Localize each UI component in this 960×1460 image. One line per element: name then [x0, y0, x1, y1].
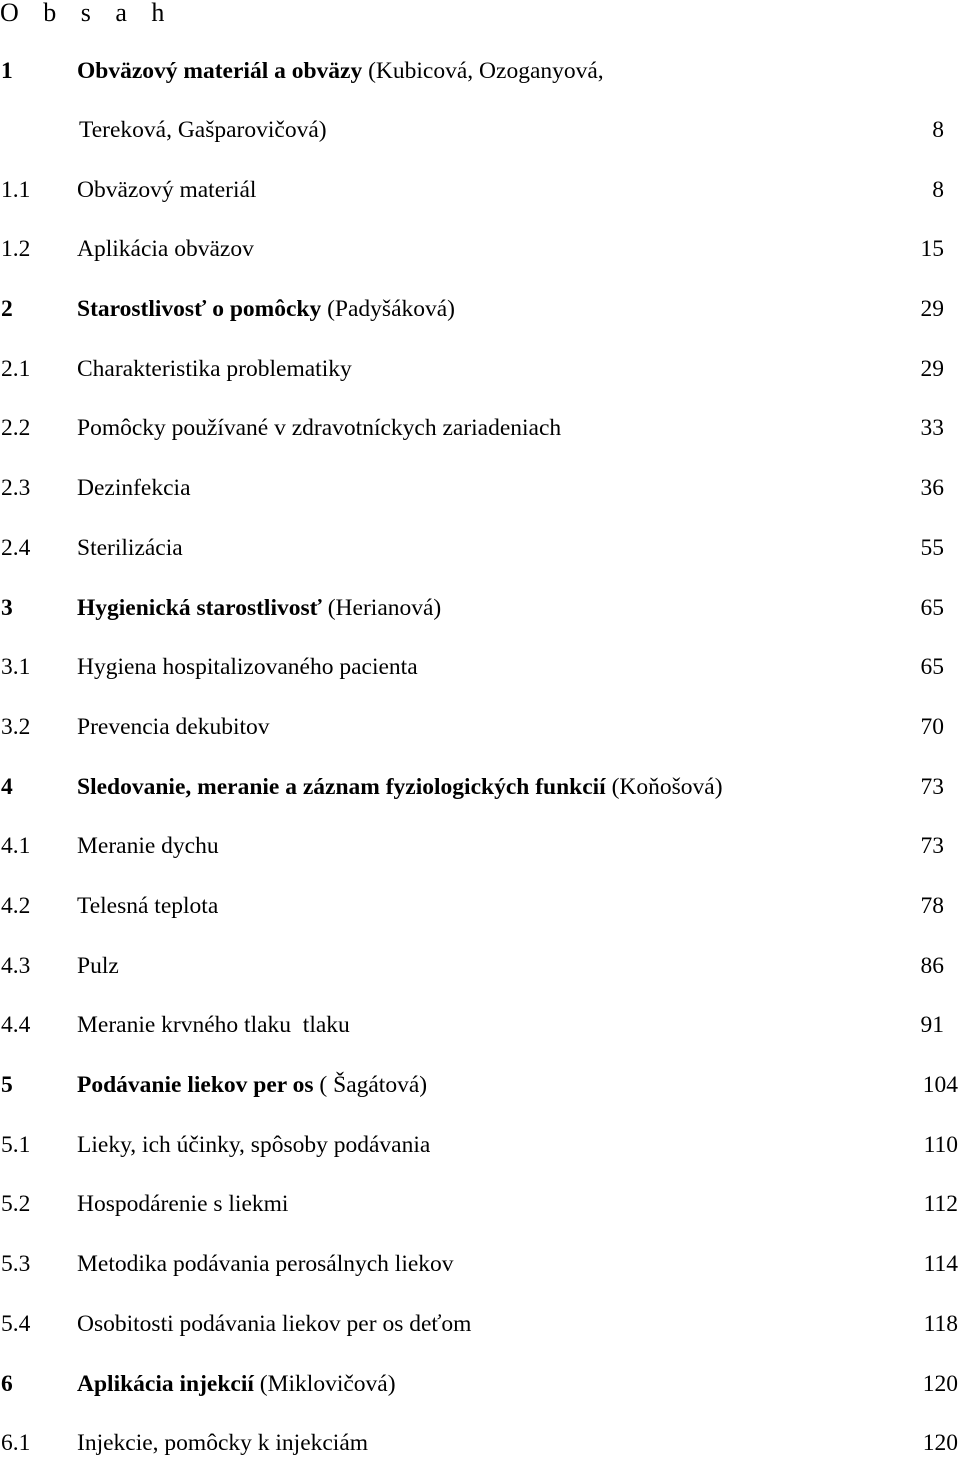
entry-authors: ( Šagátová)	[313, 1072, 428, 1098]
entry-authors: (Kubicová, Ozoganyová,	[362, 58, 604, 84]
toc-entry-4-2[interactable]	[0, 889, 960, 923]
toc-entry-chapter-2[interactable]	[0, 292, 960, 326]
entry-page-number: 104	[922, 1072, 958, 1098]
entry-title	[77, 1068, 427, 1102]
entry-page-number: 8	[932, 177, 944, 203]
toc-entry-5-4[interactable]	[0, 1307, 960, 1341]
entry-title: Dezinfekcia	[77, 475, 191, 501]
toc-entry-2-3[interactable]	[0, 471, 960, 505]
entry-title-bold: Aplikácia injekcií	[77, 1371, 254, 1397]
toc-entry-chapter-3[interactable]	[0, 591, 960, 625]
entry-number: 2.3	[1, 475, 31, 501]
entry-title-bold: Podávanie liekov per os	[77, 1072, 314, 1098]
entry-number: 1	[1, 58, 13, 84]
entry-page-number: 55	[920, 535, 944, 561]
entry-number: 4.3	[1, 953, 31, 979]
toc-entry-5-2[interactable]	[0, 1187, 960, 1221]
toc-entry-6-1[interactable]	[0, 1426, 960, 1460]
entry-page-number: 65	[920, 654, 944, 680]
entry-title	[77, 770, 723, 804]
entry-title	[77, 1367, 396, 1401]
entry-page-number: 29	[920, 296, 944, 322]
entry-page-number: 112	[923, 1191, 958, 1217]
entry-page-number: 118	[923, 1311, 958, 1337]
entry-page-number: 29	[920, 356, 944, 382]
entry-title: Pomôcky používané v zdravotníckych zariadeniach	[77, 415, 562, 441]
entry-title-bold: Sledovanie, meranie a záznam fyziologických funkcií	[77, 774, 606, 800]
entry-number: 2.4	[1, 535, 31, 561]
entry-title: Obväzový materiál	[77, 177, 257, 203]
entry-number: 5.1	[1, 1132, 31, 1158]
page-title: O b s a h	[0, 0, 174, 27]
entry-authors-continued: Tereková, Gašparovičová)	[79, 117, 327, 143]
entry-number: 3	[1, 595, 13, 621]
entry-title: Telesná teplota	[77, 893, 219, 919]
entry-number: 5	[1, 1072, 13, 1098]
entry-title	[77, 292, 455, 326]
entry-page-number: 91	[920, 1012, 944, 1038]
toc-entry-chapter-1-continued[interactable]	[0, 113, 960, 147]
toc-entry-4-1[interactable]	[0, 829, 960, 863]
entry-page-number: 120	[922, 1371, 958, 1397]
entry-page-number: 15	[920, 236, 944, 262]
toc-entry-3-1[interactable]	[0, 650, 960, 684]
toc-entry-2-4[interactable]	[0, 531, 960, 565]
toc-entry-2-1[interactable]	[0, 352, 960, 386]
entry-number: 3.2	[1, 714, 31, 740]
entry-title: Osobitosti podávania liekov per os deťom	[77, 1311, 472, 1337]
entry-number: 1.1	[1, 177, 31, 203]
entry-number: 5.2	[1, 1191, 31, 1217]
entry-page-number: 73	[920, 774, 944, 800]
toc-entry-1-2[interactable]	[0, 232, 960, 266]
entry-page-number: 86	[920, 953, 944, 979]
toc-entry-5-1[interactable]	[0, 1128, 960, 1162]
entry-page-number: 33	[920, 415, 944, 441]
entry-page-number: 65	[920, 595, 944, 621]
entry-number: 4.1	[1, 833, 31, 859]
entry-title: Hospodárenie s liekmi	[77, 1191, 289, 1217]
toc-entry-4-3[interactable]	[0, 949, 960, 983]
entry-page-number: 8	[932, 117, 944, 143]
toc-entry-chapter-6[interactable]	[0, 1367, 960, 1401]
toc-entry-chapter-4[interactable]	[0, 770, 960, 804]
entry-number: 4.4	[1, 1012, 31, 1038]
entry-title: Pulz	[77, 953, 119, 979]
entry-authors: (Padyšáková)	[321, 296, 456, 322]
entry-title: Metodika podávania perosálnych liekov	[77, 1251, 454, 1277]
entry-number: 3.1	[1, 654, 31, 680]
entry-authors: (Miklovičová)	[253, 1371, 396, 1397]
entry-title: Hygiena hospitalizovaného pacienta	[77, 654, 418, 680]
entry-page-number: 120	[922, 1430, 958, 1456]
entry-title: Sterilizácia	[77, 535, 183, 561]
entry-number: 2	[1, 296, 13, 322]
entry-page-number: 110	[923, 1132, 958, 1158]
entry-title: Meranie krvného tlaku tlaku	[77, 1012, 350, 1038]
entry-title: Aplikácia obväzov	[77, 236, 254, 262]
entry-number: 2.2	[1, 415, 31, 441]
toc-entry-4-4[interactable]	[0, 1008, 960, 1042]
toc-entry-5-3[interactable]	[0, 1247, 960, 1281]
entry-page-number: 114	[923, 1251, 958, 1277]
entry-number: 4	[1, 774, 13, 800]
toc-entry-1-1[interactable]	[0, 173, 960, 207]
toc-entry-3-2[interactable]	[0, 710, 960, 744]
entry-number: 5.3	[1, 1251, 31, 1277]
entry-title: Injekcie, pomôcky k injekciám	[77, 1430, 369, 1456]
toc-entry-2-2[interactable]	[0, 411, 960, 445]
entry-title	[77, 591, 441, 625]
entry-authors: (Herianová)	[321, 595, 442, 621]
entry-number: 6	[1, 1371, 13, 1397]
entry-title: Lieky, ich účinky, spôsoby podávania	[77, 1132, 431, 1158]
entry-title-bold: Starostlivosť o pomôcky	[77, 296, 322, 322]
entry-page-number: 70	[920, 714, 944, 740]
entry-number: 2.1	[1, 356, 31, 382]
entry-page-number: 36	[920, 475, 944, 501]
entry-title: Prevencia dekubitov	[77, 714, 270, 740]
entry-authors: (Koňošová)	[605, 774, 723, 800]
toc-entry-chapter-5[interactable]	[0, 1068, 960, 1102]
entry-page-number: 73	[920, 833, 944, 859]
entry-page-number: 78	[920, 893, 944, 919]
entry-title	[77, 54, 604, 88]
entry-number: 4.2	[1, 893, 31, 919]
entry-title-bold: Hygienická starostlivosť	[77, 595, 322, 621]
toc-entry-chapter-1[interactable]	[0, 54, 960, 88]
entry-number: 5.4	[1, 1311, 31, 1337]
entry-number: 6.1	[1, 1430, 31, 1456]
entry-title: Meranie dychu	[77, 833, 219, 859]
entry-number: 1.2	[1, 236, 31, 262]
entry-title: Charakteristika problematiky	[77, 356, 352, 382]
entry-title-bold: Obväzový materiál a obväzy	[77, 58, 363, 84]
